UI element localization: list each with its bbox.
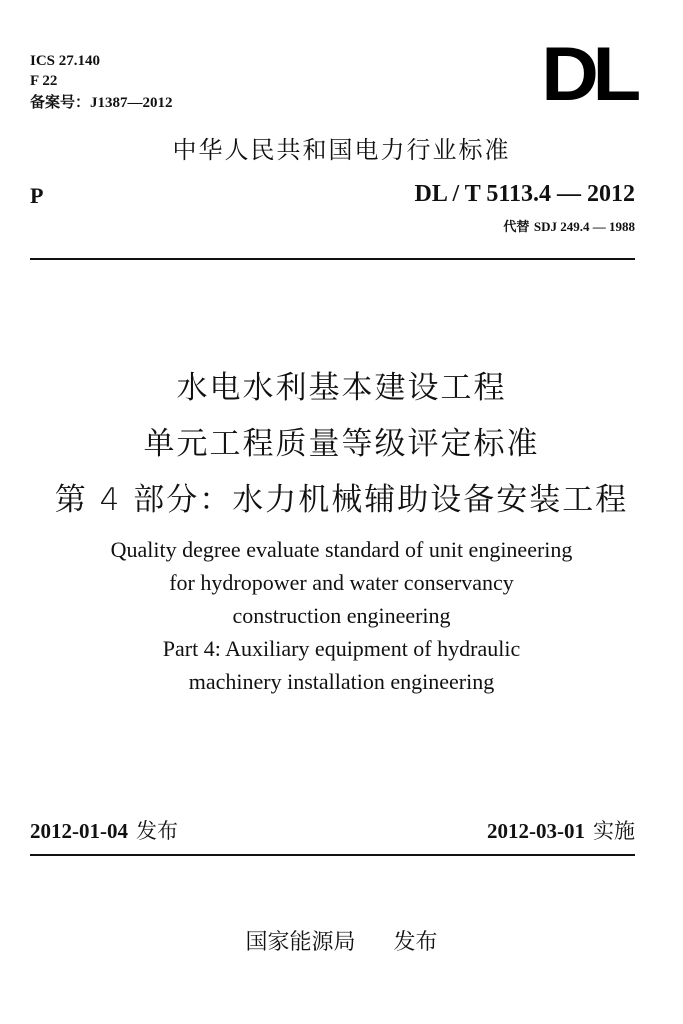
category-letter: P — [30, 183, 44, 208]
title-en-line-1: Quality degree evaluate standard of unit engineering — [110, 537, 573, 562]
record-number: J1387—2012 — [90, 95, 173, 111]
title-cn-line-3: 第 4 部分：水力机械辅助设备安装工程 — [54, 482, 629, 518]
bottom-divider — [30, 854, 635, 856]
release-date: 2012-01-04 — [30, 819, 128, 843]
issuer-name: 国家能源局 — [245, 930, 356, 955]
ics-code: ICS 27.140 — [30, 53, 101, 69]
release-label: 发布 — [136, 819, 178, 843]
issuer-line — [0, 925, 683, 956]
replaces-label: 代替 — [503, 220, 530, 235]
title-en-line-3: construction engineering — [232, 603, 451, 628]
dl-logo: DL — [541, 32, 635, 117]
replaces-number: SDJ 249.4 — 1988 — [533, 219, 635, 234]
replaces-line — [503, 216, 635, 235]
issuer-action: 发布 — [393, 930, 438, 955]
standard-number: DL / T 5113.4 — 2012 — [414, 181, 635, 207]
record-number-line — [30, 93, 173, 112]
top-divider — [30, 258, 635, 260]
implementation-label: 实施 — [593, 819, 635, 843]
implementation-date-line — [487, 815, 635, 845]
classification-code: F 22 — [30, 73, 58, 89]
title-en-line-5: machinery installation engineering — [188, 669, 495, 694]
record-number-label: 备案号： — [30, 93, 91, 111]
industry-standard-title: 中华人民共和国电力行业标准 — [172, 136, 511, 164]
implementation-date: 2012-03-01 — [487, 819, 585, 843]
title-cn-line-2: 单元工程质量等级评定标准 — [143, 426, 540, 462]
title-cn-line-1: 水电水利基本建设工程 — [176, 370, 507, 406]
title-en-line-4: Part 4: Auxiliary equipment of hydraulic — [162, 636, 521, 661]
release-date-line — [30, 815, 178, 845]
title-en-line-2: for hydropower and water conservancy — [169, 570, 514, 595]
